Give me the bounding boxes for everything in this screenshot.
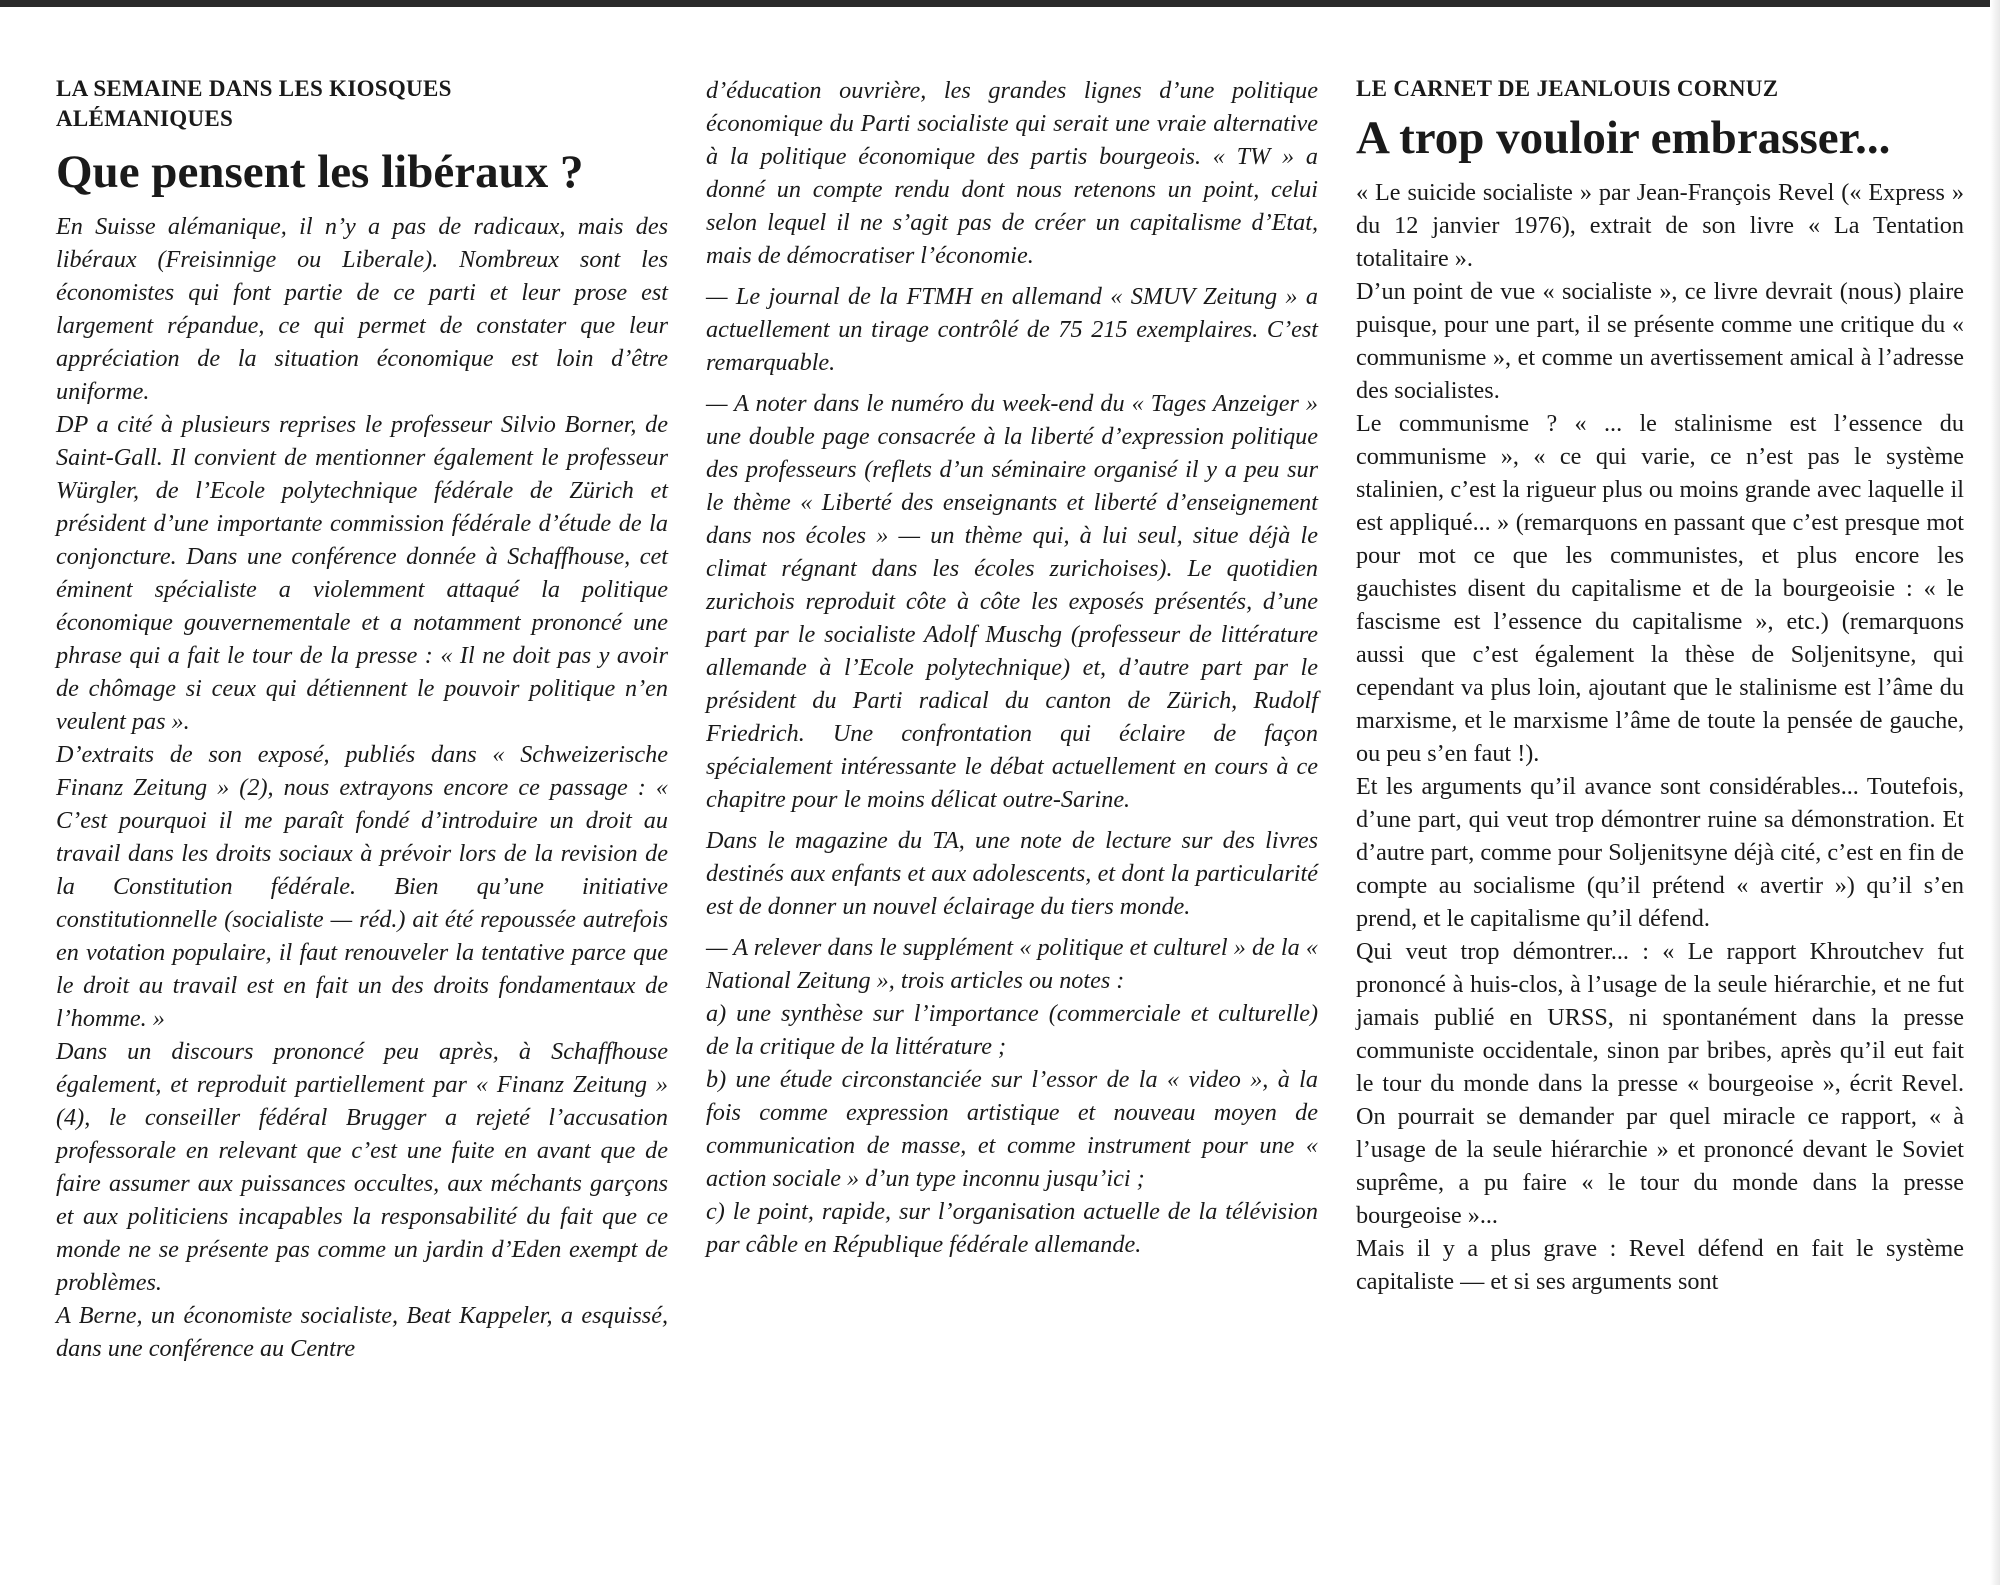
right-article-kicker: LE CARNET DE JEANLOUIS CORNUZ xyxy=(1356,76,1779,101)
body-paragraph: « Le suicide socialiste » par Jean-François Revel (« Express » du 12 janvier 1976), extrait de son livre « La Tentation totalitaire ». xyxy=(1356,179,1964,272)
kicker-line-1: LA SEMAINE DANS LES KIOSQUES xyxy=(56,76,452,101)
body-paragraph: A Berne, un économiste socialiste, Beat Kappeler, a esquissé, dans une conférence au Centre xyxy=(56,1302,668,1362)
left-article-column xyxy=(56,74,668,1365)
kicker-line-2: ALÉMANIQUES xyxy=(56,106,234,131)
left-article-headline: Que pensent les libéraux ? xyxy=(56,146,584,198)
body-paragraph: Et les arguments qu’il avance sont considérables... Toutefois, d’une part, qui veut trop démontrer ruine sa démonstration. Et d’autre part, comme pour Soljenitsyne déjà cité, c’est en fin de compte au socialisme (qu’il prétend « avertir ») qu’il s’en prend, et le capitalisme qu’il défend. xyxy=(1356,773,1964,932)
body-paragraph: — A relever dans le supplément « politique et culturel » de la « National Zeitung », trois articles ou notes : xyxy=(706,934,1318,994)
body-paragraph: — Le journal de la FTMH en allemand « SMUV Zeitung » a actuellement un tirage contrôlé de 75 215 exemplaires. C’est remarquable. xyxy=(706,283,1318,376)
page-edge-shadow xyxy=(1990,0,2000,1585)
body-paragraph: — A noter dans le numéro du week-end du « Tages Anzeiger » une double page consacrée à la liberté d’expression politique des professeurs (reflets d’un séminaire organisé il y a peu sur le thème « Liberté des enseignants et liberté d’enseignement dans nos écoles » — un thème qui, à lui seul, situe déjà le climat régnant dans les écoles zurichoises). Le quotidien zurichois reproduit côte à côte les exposés présentés, d’une part par le socialiste Adolf Muschg (professeur de littérature allemande à l’Ecole polytechnique) et, d’autre part par le président du Parti radical du canton de Zürich, Rudolf Friedrich. Une confrontation qui éclaire de façon spécialement intéressante le débat actuellement en cours à ce chapitre pour le moins délicat outre-Sarine. xyxy=(706,390,1318,813)
body-paragraph: D’extraits de son exposé, publiés dans « Schweizerische Finanz Zeitung » (2), nous extrayons encore ce passage : « C’est pourquoi il me paraît fondé d’introduire un droit au travail dans les droits sociaux à prévoir lors de la revision de la Constitution fédérale. Bien qu’une initiative constitutionnelle (socialiste — réd.) ait été repoussée autrefois en votation populaire, il faut renouveler la tentative parce que le droit au travail est en fait un des droits fondamentaux de l’homme. » xyxy=(56,741,668,1032)
left-article-kicker xyxy=(56,74,668,134)
right-article-headline: A trop vouloir embrasser... xyxy=(1356,112,1891,164)
list-item: a) une synthèse sur l’importance (commerciale et culturelle) de la critique de la littérature ; xyxy=(706,1000,1318,1060)
body-paragraph: Dans un discours prononcé peu après, à Schaffhouse également, et reproduit partiellement par « Finanz Zeitung » (4), le conseiller fédéral Brugger a rejeté l’accusation professorale en relevant que c’est une fuite en avant que de faire assumer aux puissances occultes, aux méchants garçons et aux politiciens incapables la responsabilité du fait que ce monde ne se présente pas comme un jardin d’Eden exempt de problèmes. xyxy=(56,1038,668,1296)
list-item: c) le point, rapide, sur l’organisation actuelle de la télévision par câble en République fédérale allemande. xyxy=(706,1198,1318,1258)
right-article-column xyxy=(1356,74,1964,1298)
body-paragraph: Le communisme ? « ... le stalinisme est l’essence du communisme », « ce qui varie, ce n’est pas le système stalinien, c’est la rigueur plus ou moins grande avec laquelle il est appliqué... » (remarquons en passant que c’est presque mot pour mot ce que les communistes, et plus encore les gauchistes disent du capitalisme et de la bourgeoisie : « le fascisme est l’essence du capitalisme », etc.) (remarquons aussi que c’est également la thèse de Soljenitsyne, qui cependant va plus loin, ajoutant que le stalinisme est l’âme du marxisme, et le marxisme l’âme de toute la pensée de gauche, ou peu s’en faut !). xyxy=(1356,410,1964,767)
body-paragraph: d’éducation ouvrière, les grandes lignes d’une politique économique du Parti socialiste qui serait une vraie alternative à la politique économique des partis bourgeois. « TW » a donné un compte rendu dont nous retenons un point, celui selon lequel il ne s’agit pas de créer un capitalisme d’Etat, mais de démocratiser l’économie. xyxy=(706,77,1318,269)
body-paragraph: DP a cité à plusieurs reprises le professeur Silvio Borner, de Saint-Gall. Il convient de mentionner également le professeur Würgler, de l’Ecole polytechnique fédérale de Zürich et président d’une importante commission fédérale d’étude de la conjoncture. Dans une conférence donnée à Schaffhouse, cet éminent spécialiste a violemment attaqué la politique économique gouvernementale et a notamment prononcé une phrase qui a fait le tour de la presse : « Il ne doit pas y avoir de chômage si ceux qui détiennent le pouvoir politique n’en veulent pas ». xyxy=(56,411,668,735)
body-paragraph: Dans le magazine du TA, une note de lecture sur des livres destinés aux enfants et aux adolescents, et dont la particularité est de donner un nouvel éclairage du tiers monde. xyxy=(706,827,1318,920)
middle-article-column xyxy=(706,74,1318,1261)
body-paragraph: D’un point de vue « socialiste », ce livre devrait (nous) plaire puisque, pour une part, il se présente comme une critique du « communisme », et comme un avertissement amical à l’adresse des socialistes. xyxy=(1356,278,1964,404)
body-paragraph: Mais il y a plus grave : Revel défend en fait le système capitaliste — et si ses arguments sont xyxy=(1356,1235,1964,1295)
top-page-rule xyxy=(0,0,2000,7)
body-paragraph: Qui veut trop démontrer... : « Le rapport Khroutchev fut prononcé à huis-clos, à l’usage de la seule hiérarchie, et ne fut jamais publié en URSS, ni spontanément dans la presse communiste occidentale, sinon par bribes, après qu’il eut fait le tour du monde dans la presse « bourgeoise », écrit Revel. On pourrait se demander par quel miracle ce rapport, « à l’usage de la seule hiérarchie » et prononcé devant le Soviet suprême, a pu faire « le tour du monde dans la presse bourgeoise »... xyxy=(1356,938,1964,1229)
body-paragraph: En Suisse alémanique, il n’y a pas de radicaux, mais des libéraux (Freisinnige ou Liberale). Nombreux sont les économistes qui font partie de ce parti et leur prose est largement répandue, ce qui permet de constater que leur appréciation de la situation économique est loin d’être uniforme. xyxy=(56,213,668,405)
list-item: b) une étude circonstanciée sur l’essor de la « video », à la fois comme expression artistique et nouveau moyen de communication de masse, et comme instrument pour une « action sociale » d’un type inconnu jusqu’ici ; xyxy=(706,1066,1318,1192)
